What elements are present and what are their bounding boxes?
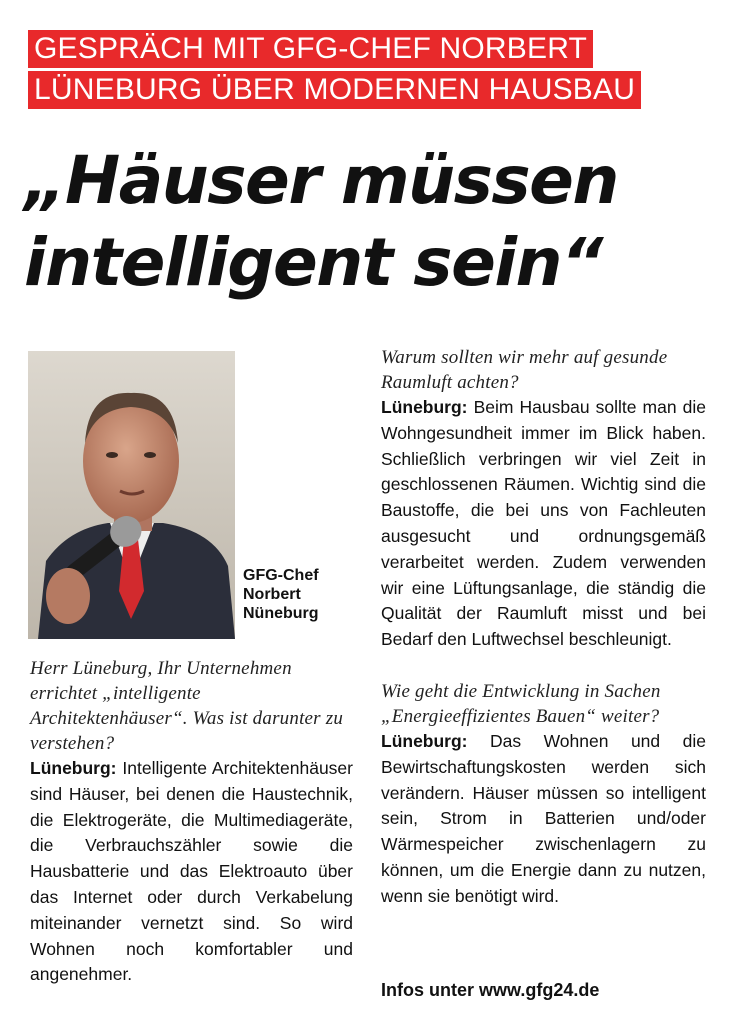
question-1: Herr Lüneburg, Ihr Unternehmen errichtet „intelligente Architektenhäuser“. Was ist darunter zu verstehen? [30, 658, 344, 754]
question-2: Warum sollten wir mehr auf gesunde Raumluft achten? [381, 347, 668, 393]
kicker [28, 30, 641, 112]
answer-2 [381, 395, 706, 653]
kicker-line-1: GESPRÄCH MIT GFG-CHEF NORBERT [28, 30, 593, 68]
answer-2-speaker: Lüneburg: [381, 397, 468, 417]
answer-1-speaker: Lüneburg: [30, 758, 117, 778]
caption-line-2: Norbert [243, 586, 301, 603]
photo-caption [243, 566, 353, 623]
answer-1 [30, 756, 353, 988]
answer-2-text: Beim Hausbau sollte man die Wohngesundheit immer im Blick haben. Schließlich verbringen wir viel Zeit in geschlossenen Räumen. Wichtig sind die Baustoffe, die bei uns von Fachleuten ausgesucht und ordnungsgemäß verarbeitet werden. Zudem verwenden wir eine Lüftungsanlage, die ständig die Qualität der Raumluft misst und bei Bedarf den Luftwechsel beschleunigt. [381, 397, 706, 650]
answer-3 [381, 729, 706, 910]
right-column [381, 345, 706, 910]
answer-3-text: Das Wohnen und die Bewirtschaftungskosten werden sich verändern. Häuser müssen so intelligent sein, Strom in Batterien und/oder Wärmespeicher zwischenlagern zu können, um die Energie dann zu nutzen, wenn sie benötigt wird. [381, 730, 706, 906]
caption-line-1: GFG-Chef [243, 567, 319, 584]
headline-line-2: intelligent sein“ [24, 224, 602, 301]
portrait-illustration [28, 351, 235, 639]
portrait-photo [28, 351, 235, 639]
kicker-line-2: LÜNEBURG ÜBER MODERNEN HAUSBAU [28, 71, 641, 109]
answer-3-speaker: Lüneburg: [381, 730, 468, 751]
headline-line-1: „Häuser müssen [24, 142, 618, 219]
question-3: Wie geht die Entwicklung in Sachen „Energieeffizientes Bauen“ weiter? [381, 680, 661, 727]
answer-1-text: Intelligente Architektenhäuser sind Häuser, bei denen die Haustechnik, die Elektrogeräte, die Multimediageräte, die Verbrauchszähler sowie die Hausbatterie und das Elektroauto über das Internet oder durch Verkabelung miteinander vernetzt sind. So wird Wohnen noch komfortabler und angenehmer. [30, 758, 353, 985]
headline [24, 140, 724, 304]
caption-line-3: Nüneburg [243, 605, 319, 622]
infos-link[interactable]: Infos unter www.gfg24.de [381, 980, 600, 1000]
left-column [30, 656, 353, 988]
